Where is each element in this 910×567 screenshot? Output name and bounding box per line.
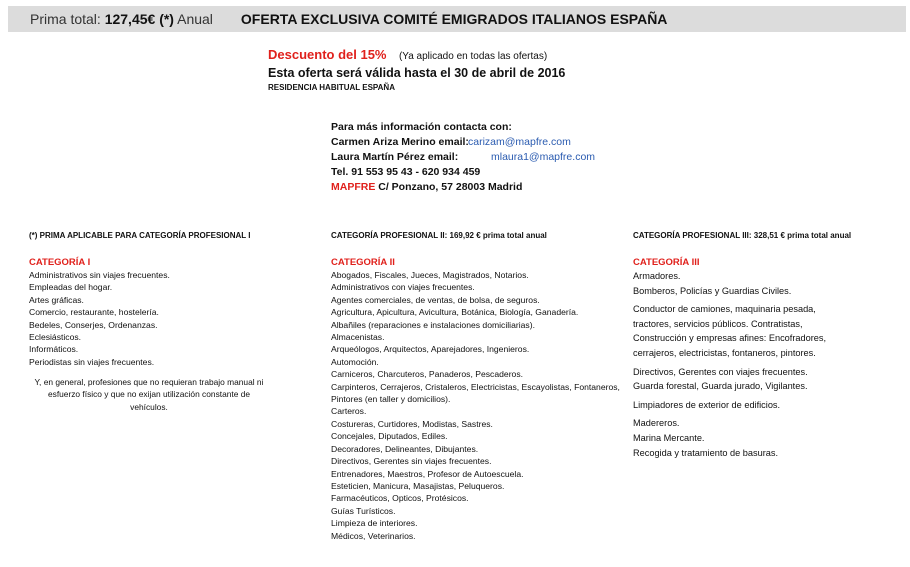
category-3-list: [633, 269, 903, 460]
offer-title: OFERTA EXCLUSIVA COMITÉ EMIGRADOS ITALIANOS ESPAÑA: [240, 11, 668, 27]
discount-line: [268, 46, 565, 64]
list-item: Eclesiásticos.: [29, 332, 82, 343]
category-3-title: CATEGORÍA III: [633, 257, 700, 268]
residence-text: RESIDENCIA HABITUAL ESPAÑA: [268, 83, 395, 92]
list-item: Almacenistas.: [331, 332, 385, 343]
list-item: Guarda forestal, Guarda jurado, Vigilantes.: [633, 381, 808, 392]
category-2-column: [331, 231, 631, 542]
company-name: MAPFRE: [331, 181, 376, 193]
list-item: Concejales, Diputados, Ediles.: [331, 431, 448, 442]
list-item: Carniceros, Charcuteros, Panaderos, Pescaderos.: [331, 369, 524, 380]
list-item: Agentes comerciales, de ventas, de bolsa, de seguros.: [331, 294, 540, 305]
list-item: Entrenadores, Maestros, Profesor de Autoescuela.: [331, 468, 524, 479]
category-3-column: [633, 231, 903, 460]
list-item: Construcción y empresas afines: Encofradores,: [633, 333, 827, 344]
list-item: Costureras, Curtidores, Modistas, Sastres.: [331, 418, 493, 429]
offer-details: [268, 46, 565, 92]
validity-text: Esta oferta será válida hasta el 30 de abril de 2016: [268, 66, 566, 80]
category-3-header: CATEGORÍA PROFESIONAL III: 328,51 € prima total anual: [633, 231, 852, 240]
list-item: Albañiles (reparaciones e instalaciones domiciliarias).: [331, 319, 535, 330]
list-item: Bedeles, Conserjes, Ordenanzas.: [29, 319, 158, 330]
contact-person-1-label: Carmen Ariza Merino email:: [331, 136, 469, 148]
list-item: Carteros.: [331, 406, 367, 417]
list-item: Informáticos.: [29, 344, 79, 355]
category-1-list: [29, 269, 299, 368]
contact-person-2-label: Laura Martín Pérez email:: [331, 151, 459, 163]
contact-address: [331, 180, 522, 195]
list-item: Administrativos con viajes frecuentes.: [331, 282, 475, 293]
category-1-title: CATEGORÍA I: [29, 257, 91, 268]
list-item: Marina Mercante.: [633, 432, 705, 443]
list-item: Empleadas del hogar.: [29, 282, 113, 293]
list-item: Guías Turísticos.: [331, 505, 396, 516]
list-item: Pintores (en taller y domicilios).: [331, 394, 451, 405]
address-text: C/ Ponzano, 57 28003 Madrid: [375, 181, 523, 193]
list-item: Recogida y tratamiento de basuras.: [633, 447, 779, 458]
list-item: Bomberos, Policías y Guardias Civiles.: [633, 285, 792, 296]
list-item: Directivos, Gerentes con viajes frecuentes.: [633, 366, 808, 377]
contact-phone: Tel. 91 553 95 43 - 620 934 459: [331, 166, 481, 178]
list-item: Directivos, Gerentes sin viajes frecuentes.: [331, 456, 492, 467]
premium-label: Prima total:: [30, 11, 101, 27]
list-item: Administrativos sin viajes frecuentes.: [29, 270, 170, 280]
contact-block: [331, 120, 596, 195]
list-item: tractores, servicios públicos. Contratistas,: [633, 318, 803, 329]
list-item: Madereros.: [633, 418, 680, 429]
category-2-list: [331, 269, 631, 542]
list-item: Automoción.: [331, 356, 379, 367]
contact-person-1-email[interactable]: carizam@mapfre.com: [468, 136, 571, 148]
contact-person-1: [331, 135, 571, 150]
header-bar: [8, 6, 906, 32]
category-1-header: (*) PRIMA APLICABLE PARA CATEGORÍA PROFESIONAL I: [29, 231, 251, 240]
list-item: Armadores.: [633, 271, 681, 281]
discount-note: (Ya aplicado en todas las ofertas): [398, 51, 548, 62]
list-item: Conductor de camiones, maquinaria pesada,: [633, 304, 816, 315]
list-item: Arqueólogos, Arquitectos, Aparejadores, Ingenieros.: [331, 344, 530, 355]
contact-intro: Para más información contacta con:: [331, 121, 512, 133]
category-2-title: CATEGORÍA II: [331, 257, 395, 268]
list-item: Abogados, Fiscales, Jueces, Magistrados, Notarios.: [331, 270, 529, 280]
list-item: Carpinteros, Cerrajeros, Cristaleros, Electricistas, Escayolistas, Fontaneros,: [331, 381, 620, 392]
list-item: Decoradores, Delineantes, Dibujantes.: [331, 443, 479, 454]
category-1-column: [29, 231, 299, 413]
list-item: Periodistas sin viajes frecuentes.: [29, 356, 155, 367]
list-item: Limpiadores de exterior de edificios.: [633, 399, 781, 410]
total-premium: [30, 11, 213, 27]
list-item: Comercio, restaurante, hostelería.: [29, 307, 159, 318]
list-item: Médicos, Veterinarios.: [331, 530, 416, 541]
contact-person-2-email[interactable]: mlaura1@mapfre.com: [491, 151, 596, 163]
list-item: Artes gráficas.: [29, 294, 84, 305]
list-item: Esteticien, Manicura, Masajistas, Peluqueros.: [331, 480, 505, 491]
list-item: Agricultura, Apicultura, Avicultura, Botánica, Biología, Ganadería.: [331, 307, 579, 318]
list-item: Farmacéuticos, Opticos, Protésicos.: [331, 493, 469, 504]
contact-person-2: [331, 150, 596, 165]
discount-text: Descuento del 15%: [268, 47, 387, 62]
list-item: cerrajeros, electricistas, fontaneros, pintores.: [633, 347, 816, 358]
premium-value: 127,45€ (*): [104, 11, 174, 27]
category-1-note: Y, en general, profesiones que no requieran trabajo manual ni esfuerzo físico y que no exijan utilización constante de vehículos.: [34, 377, 264, 412]
list-item: Limpieza de interiores.: [331, 518, 418, 529]
premium-unit: Anual: [177, 11, 213, 27]
category-2-header: CATEGORÍA PROFESIONAL II: 169,92 € prima total anual: [331, 231, 547, 240]
